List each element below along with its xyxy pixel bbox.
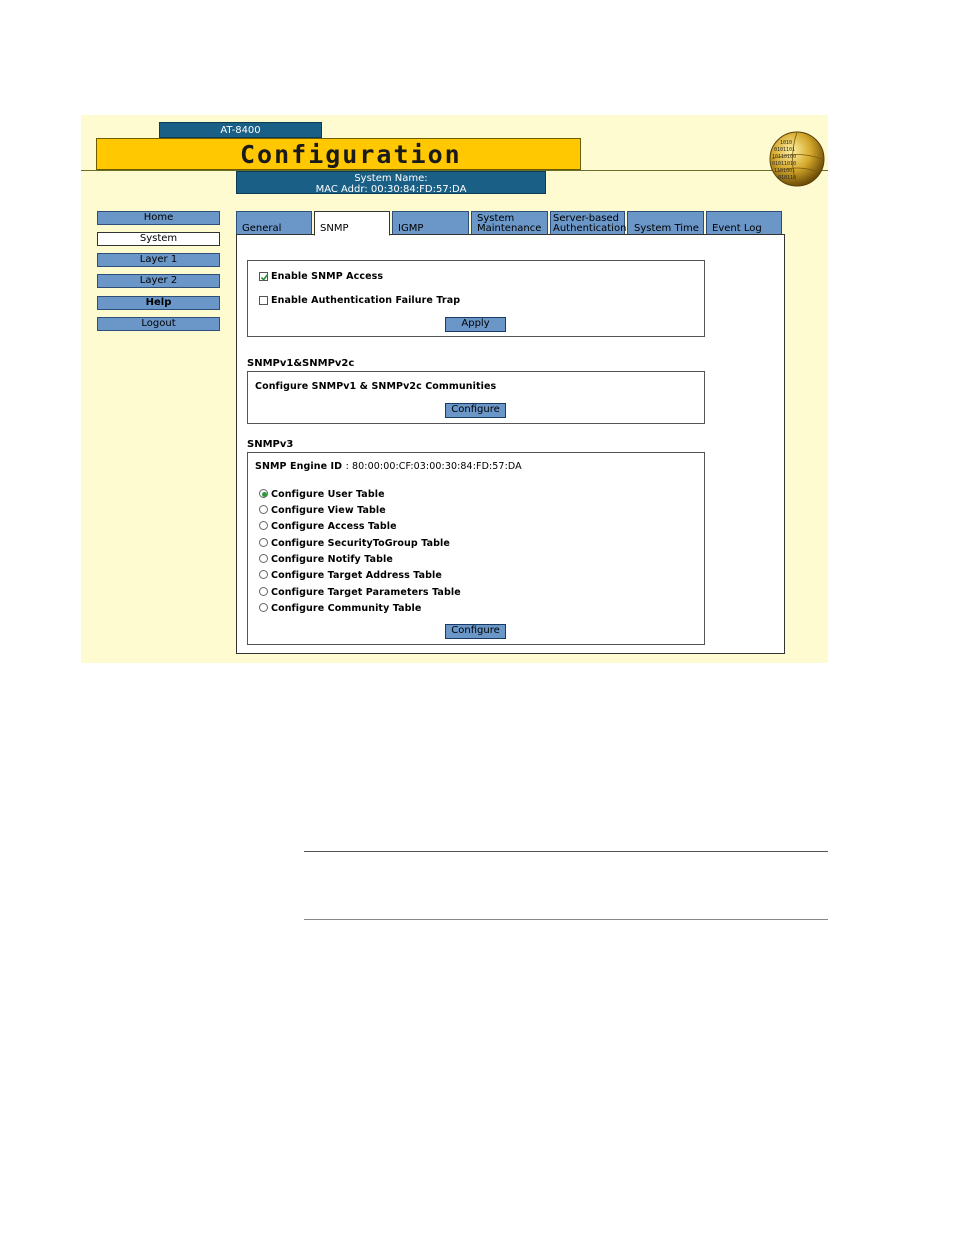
svg-text:0101101: 0101101	[774, 147, 796, 153]
svg-text:1101001: 1101001	[774, 168, 796, 174]
configure-snmpv3-button[interactable]: Configure	[445, 624, 506, 639]
tab-system-maintenance[interactable]	[471, 211, 548, 235]
radio-community-table[interactable]	[259, 603, 268, 612]
system-info-box	[236, 171, 546, 194]
option-label: Configure Target Address Table	[271, 570, 442, 581]
nav-layer2-button[interactable]: Layer 2	[97, 274, 220, 288]
option-label: Configure Access Table	[271, 521, 397, 532]
option-label: Configure Notify Table	[271, 554, 393, 565]
svg-text:01011010: 01011010	[772, 161, 797, 167]
tab-igmp[interactable]: IGMP	[392, 211, 469, 235]
globe-logo-icon	[768, 130, 826, 188]
tab-server-based-authentication[interactable]	[550, 211, 625, 235]
svg-text:10110100: 10110100	[772, 154, 797, 160]
radio-selected-dot	[262, 492, 267, 497]
radio-view-table[interactable]	[259, 505, 268, 514]
nav-system-button[interactable]: System	[97, 232, 220, 246]
tab-general[interactable]: General	[236, 211, 312, 235]
snmp-engine-id-label: SNMP Engine ID	[255, 461, 343, 472]
option-label: Configure User Table	[271, 489, 385, 500]
divider-bottom	[304, 919, 828, 920]
enable-auth-trap-checkbox[interactable]	[259, 296, 268, 305]
radio-target-address-table[interactable]	[259, 570, 268, 579]
option-label: Configure Target Parameters Table	[271, 587, 461, 598]
tab-system-time[interactable]: System Time	[627, 211, 704, 235]
snmpv3-heading: SNMPv3	[247, 439, 294, 450]
device-model-label: AT-8400	[159, 122, 322, 138]
tab-system-maintenance-line1: System	[477, 213, 515, 224]
enable-snmp-checkbox[interactable]	[259, 272, 268, 281]
tab-snmp[interactable]: SNMP	[314, 211, 390, 236]
mac-address-label: MAC Addr: 00:30:84:FD:57:DA	[315, 184, 467, 195]
radio-target-parameters-table[interactable]	[259, 587, 268, 596]
snmp-engine-id	[255, 461, 522, 472]
radio-security-to-group-table[interactable]	[259, 538, 268, 547]
snmpv1v2c-heading: SNMPv1&SNMPv2c	[247, 358, 355, 369]
checkmark-icon	[260, 273, 269, 282]
option-label: Configure Community Table	[271, 603, 422, 614]
system-name-label: System Name:	[354, 173, 428, 184]
option-label: Configure View Table	[271, 505, 386, 516]
svg-text:1010: 1010	[780, 140, 793, 146]
enable-snmp-label: Enable SNMP Access	[271, 271, 384, 282]
tab-server-auth-line2: Authentication	[553, 223, 627, 234]
tab-event-log[interactable]: Event Log	[706, 211, 782, 235]
nav-help-button[interactable]: Help	[97, 296, 220, 310]
radio-access-table[interactable]	[259, 521, 268, 530]
enable-auth-trap-label: Enable Authentication Failure Trap	[271, 295, 461, 306]
option-label: Configure SecurityToGroup Table	[271, 538, 450, 549]
snmpv1v2c-description: Configure SNMPv1 & SNMPv2c Communities	[255, 381, 497, 392]
divider-top	[304, 851, 828, 852]
nav-home-button[interactable]: Home	[97, 211, 220, 225]
apply-button[interactable]: Apply	[445, 317, 506, 332]
radio-user-table[interactable]	[259, 489, 268, 498]
svg-text:010110: 010110	[778, 175, 797, 181]
snmp-engine-id-value: : 80:00:00:CF:03:00:30:84:FD:57:DA	[345, 461, 522, 472]
tab-server-auth-line1: Server-based	[553, 213, 619, 224]
page-title: Configuration	[240, 140, 462, 169]
radio-notify-table[interactable]	[259, 554, 268, 563]
nav-layer1-button[interactable]: Layer 1	[97, 253, 220, 267]
configure-communities-button[interactable]: Configure	[445, 403, 506, 418]
tab-system-maintenance-line2: Maintenance	[477, 223, 542, 234]
nav-logout-button[interactable]: Logout	[97, 317, 220, 331]
